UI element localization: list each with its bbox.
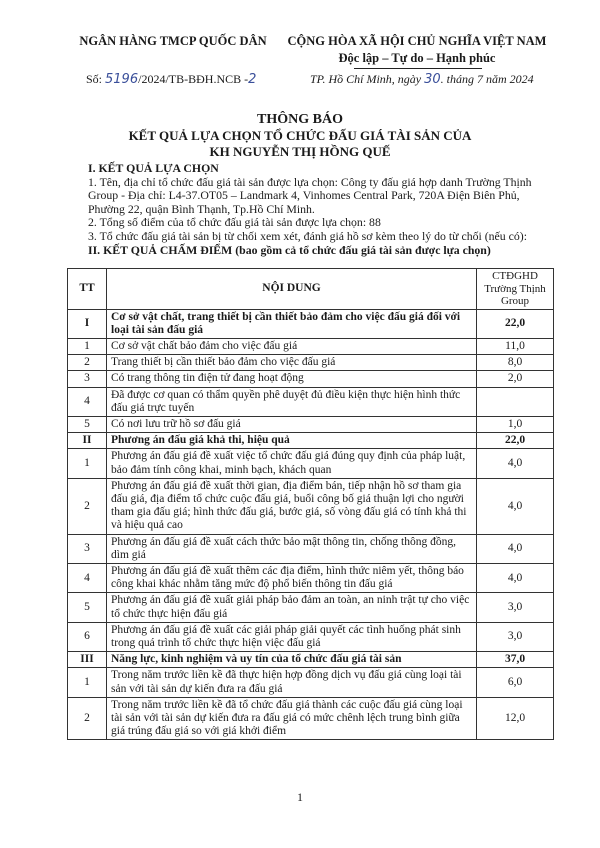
republic-title: CỘNG HÒA XÃ HỘI CHỦ NGHĨA VIỆT NAM: [287, 34, 547, 48]
subtitle-line-1: KẾT QUẢ LỰA CHỌN TỔ CHỨC ĐẤU GIÁ TÀI SẢN CỦA: [128, 128, 472, 143]
table-row: [68, 622, 554, 651]
table-row: [68, 668, 554, 697]
row-content: Phương án đấu giá đề xuất giải pháp bảo đảm an toàn, an ninh trật tự cho việc tổ chức thực hiện đấu giá: [107, 593, 477, 622]
row-content: Phương án đấu giá khả thi, hiệu quả: [107, 433, 477, 449]
table-row: [68, 534, 554, 563]
row-content: Phương án đấu giá đề xuất thêm các địa điểm, hình thức niêm yết, thông báo công khai khác nhằm tăng mức độ phổ biến thông tin đấu giá: [107, 563, 477, 592]
table-row: [68, 355, 554, 371]
doc-number-handwritten-suffix: 2: [248, 72, 257, 87]
table-group-row: [68, 309, 554, 338]
table-row: [68, 387, 554, 416]
section-1-heading: I. KẾT QUẢ LỰA CHỌN: [88, 161, 219, 175]
section-1-item-2: 2. Tổng số điểm của tổ chức đấu giá tài sản được lựa chọn: 88: [88, 215, 381, 230]
table-row: [68, 338, 554, 354]
doc-number-suffix: /2024/TB-BĐH.NCB -: [138, 72, 249, 86]
row-content: Trang thiết bị cần thiết bảo đảm cho việc đấu giá: [107, 355, 477, 371]
row-content: Trong năm trước liền kề đã tổ chức đấu giá thành các cuộc đấu giá cùng loại tài sản với tài sản dự kiến đưa ra đấu giá có mức chênh lệch trung bình giữa giá trúng đấu giá so với giá khởi điểm: [107, 697, 477, 740]
row-tt: 3: [68, 371, 107, 387]
col-header-tt: TT: [68, 269, 107, 310]
row-score: [477, 387, 554, 416]
table-row: [68, 593, 554, 622]
row-tt: II: [68, 433, 107, 449]
row-content: Cơ sở vật chất, trang thiết bị cần thiết bảo đảm cho việc đấu giá đối với loại tài sản đấu giá: [107, 309, 477, 338]
document-subtitle: [0, 128, 600, 160]
place-date: [310, 72, 534, 87]
row-content: Có trang thông tin điện tử đang hoạt động: [107, 371, 477, 387]
row-tt: 2: [68, 478, 107, 534]
row-content: Năng lực, kinh nghiệm và uy tín của tổ chức đấu giá tài sản: [107, 652, 477, 668]
row-score: 37,0: [477, 652, 554, 668]
place-prefix: TP. Hồ Chí Minh, ngày: [310, 72, 425, 86]
table-group-row: [68, 652, 554, 668]
row-tt: 2: [68, 355, 107, 371]
row-content: Đã được cơ quan có thẩm quyền phê duyệt đủ điều kiện thực hiện hình thức đấu giá trực tuyến: [107, 387, 477, 416]
row-tt: 5: [68, 593, 107, 622]
row-content: Phương án đấu giá đề xuất cách thức bảo mật thông tin, chống thông đồng, dìm giá: [107, 534, 477, 563]
row-score: 4,0: [477, 534, 554, 563]
table-row: [68, 697, 554, 740]
national-header: [282, 34, 552, 66]
page-number: 1: [297, 790, 303, 804]
row-score: 3,0: [477, 622, 554, 651]
national-motto: Độc lập – Tự do – Hạnh phúc: [338, 51, 496, 65]
row-score: 22,0: [477, 433, 554, 449]
section-2-heading: II. KẾT QUẢ CHẤM ĐIỂM (bao gồm cả tổ chức đấu giá tài sản được lựa chọn): [88, 242, 491, 257]
row-score: 11,0: [477, 338, 554, 354]
row-score: 2,0: [477, 371, 554, 387]
row-content: Trong năm trước liền kề đã thực hiện hợp đồng dịch vụ đấu giá cùng loại tài sản với tài sản dự kiến đưa ra đấu giá: [107, 668, 477, 697]
row-tt: 2: [68, 697, 107, 740]
section-1-item-1: 1. Tên, địa chỉ tổ chức đấu giá tài sản được lựa chọn: Công ty đấu giá hợp danh Trường Thịnh Group - Địa chỉ: L4-37.OT05 – Landmark 4, Vinhomes Central Park, 720A Điện Biên Phủ, Phường 22, quận Bình Thạnh, Tp.Hồ Chí Minh.: [88, 174, 532, 216]
body-text: [88, 162, 553, 257]
row-score: 4,0: [477, 449, 554, 478]
table-header-row: [68, 269, 554, 310]
scoring-table: [67, 268, 554, 740]
document-title: THÔNG BÁO: [257, 112, 343, 127]
row-tt: 4: [68, 563, 107, 592]
row-tt: 1: [68, 668, 107, 697]
row-tt: 1: [68, 449, 107, 478]
row-score: 1,0: [477, 416, 554, 432]
row-score: 4,0: [477, 563, 554, 592]
row-tt: III: [68, 652, 107, 668]
row-tt: 6: [68, 622, 107, 651]
row-tt: 1: [68, 338, 107, 354]
row-tt: I: [68, 309, 107, 338]
motto-underline: [354, 68, 482, 69]
row-score: 3,0: [477, 593, 554, 622]
table-group-row: [68, 433, 554, 449]
row-content: Cơ sở vật chất bảo đảm cho việc đấu giá: [107, 338, 477, 354]
table-row: [68, 563, 554, 592]
doc-number-prefix: Số:: [86, 72, 106, 86]
section-1-item-3: 3. Tổ chức đấu giá tài sản bị từ chối xem xét, đánh giá hồ sơ kèm theo lý do từ chối (nếu có):: [88, 228, 527, 243]
row-score: 22,0: [477, 309, 554, 338]
table-row: [68, 416, 554, 432]
table-row: [68, 449, 554, 478]
col-header-content: NỘI DUNG: [107, 269, 477, 310]
row-score: 8,0: [477, 355, 554, 371]
row-score: 6,0: [477, 668, 554, 697]
table-row: [68, 371, 554, 387]
row-content: Có nơi lưu trữ hồ sơ đấu giá: [107, 416, 477, 432]
subtitle-line-2: KH NGUYỄN THỊ HỒNG QUẾ: [209, 144, 391, 159]
day-handwritten: 30: [424, 72, 441, 87]
table-row: [68, 478, 554, 534]
doc-number-handwritten: 5196: [105, 72, 139, 87]
row-tt: 4: [68, 387, 107, 416]
row-score: 4,0: [477, 478, 554, 534]
row-tt: 5: [68, 416, 107, 432]
place-suffix: . tháng 7 năm 2024: [440, 72, 534, 86]
col-header-score: CTĐGHD Trường Thịnh Group: [477, 269, 554, 310]
document-number: [86, 72, 256, 87]
row-score: 12,0: [477, 697, 554, 740]
row-content: Phương án đấu giá đề xuất việc tổ chức đấu giá đúng quy định của pháp luật, bảo đảm tính công khai, minh bạch, khách quan: [107, 449, 477, 478]
row-content: Phương án đấu giá đề xuất các giải pháp giải quyết các tình huống phát sinh trong quá trình tổ chức thực hiện việc đấu giá: [107, 622, 477, 651]
row-content: Phương án đấu giá đề xuất thời gian, địa điểm bán, tiếp nhận hồ sơ tham gia đấu giá, địa điểm tổ chức cuộc đấu giá, buổi công bố giá thuận lợi cho người tham gia đấu giá; hình thức đấu giá, bước giá, số vòng đấu giá có tính khả thi và hiệu quả cao: [107, 478, 477, 534]
bank-name: NGÂN HÀNG TMCP QUỐC DÂN: [79, 34, 267, 48]
row-tt: 3: [68, 534, 107, 563]
